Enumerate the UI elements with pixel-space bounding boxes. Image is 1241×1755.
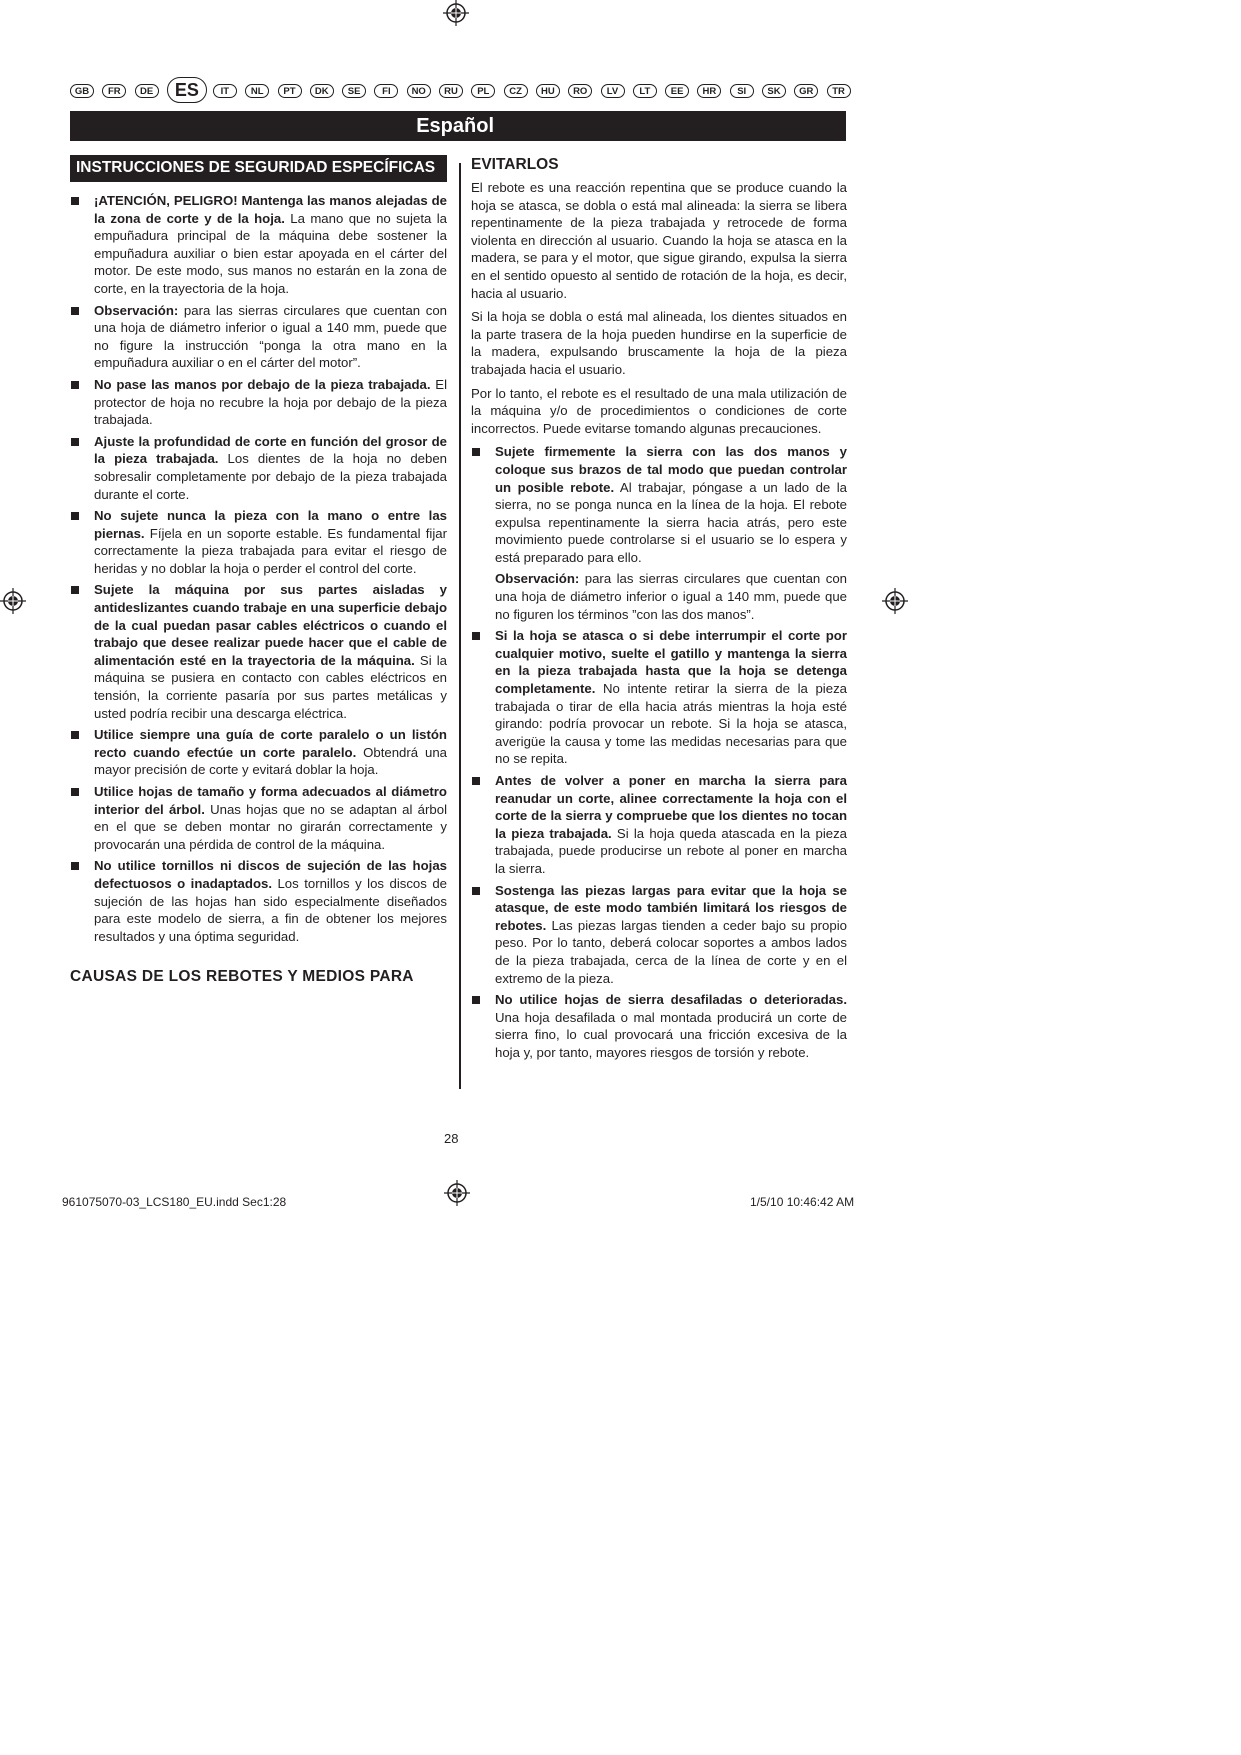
section-heading-kickback: CAUSAS DE LOS REBOTES Y MEDIOS PARA [70, 968, 414, 986]
paragraph: Si la hoja se dobla o está mal alineada, los dientes situados en la parte trasera de la hoja pueden hundirse en la superficie de la madera, expulsando bruscamente la hoja de la pieza trabajada hacia el usuario. [471, 309, 847, 377]
bullet-icon [71, 381, 79, 389]
language-tab-hr[interactable]: HR [697, 84, 721, 98]
bullet-icon [71, 197, 79, 205]
item-bold: Utilice siempre una guía de corte paralelo o un listón recto cuando efectúe un corte paralelo. [94, 727, 447, 760]
kickback-list [471, 443, 847, 1061]
language-tab-hu[interactable]: HU [536, 84, 560, 98]
language-tab-gr[interactable]: GR [794, 84, 818, 98]
list-item [70, 302, 447, 372]
language-tab-si[interactable]: SI [730, 84, 754, 98]
page-number: 28 [444, 1131, 459, 1146]
language-tab-cz[interactable]: CZ [504, 84, 528, 98]
page-title-bar [70, 111, 846, 141]
list-item [70, 726, 447, 779]
item-text: La mano que no sujeta la empuñadura principal de la máquina debe sostener la empuñadura auxiliar o bien estar apoyada en el cárter del motor. De este modo, sus manos no estarán en la zona de corte, en la trayectoria de la hoja. [94, 210, 447, 296]
paragraph: Por lo tanto, el rebote es el resultado de una mala utilización de la máquina y/o de procedimientos o condiciones de corte incorrectos. Puede evitarse tomando algunas precauciones. [471, 385, 847, 436]
language-tab-ee[interactable]: EE [665, 84, 689, 98]
bullet-icon [71, 307, 79, 315]
item-text: Los dientes de la hoja no deben sobresalir completamente por debajo de la pieza trabajada durante el corte. [94, 451, 448, 502]
item-text: Si la hoja queda atascada en la pieza trabajada, puede producirse un rebote al poner en marcha la sierra. [495, 825, 848, 876]
list-item [70, 192, 447, 298]
language-tab-pt[interactable]: PT [278, 84, 302, 98]
language-tabs [70, 80, 845, 104]
item-bold: Utilice hojas de tamaño y forma adecuados al diámetro interior del árbol. [94, 784, 447, 817]
bullet-icon [71, 788, 79, 796]
item-bold: Ajuste la profundidad de corte en función del grosor de la pieza trabajada. [94, 433, 447, 467]
list-item [471, 991, 847, 1061]
note-text: para las sierras circulares que cuentan con una hoja de diámetro inferior o igual a 140 mm, puede que no figuren los términos ”con las dos manos”. [495, 571, 847, 622]
list-item [70, 581, 447, 722]
item-text: para las sierras circulares que cuentan con una hoja de diámetro inferior o igual a 140 mm, puede que no figure la instrucción “ponga la otra mano en la empuñadura auxiliar o en el cárter del motor”. [94, 302, 447, 371]
paragraph: El rebote es una reacción repentina que se produce cuando la hoja se atasca, se dobla o está mal alineada: la sierra se libera repentinamente de la pieza trabajada y retrocede de forma violenta en dirección al usuario. Cuando la hoja se atasca en la madera, se para y el motor, que sigue girando, expulsa la sierra en el sentido opuesto al sentido de rotación de la hoja, es decir, hacia al usuario. [471, 180, 847, 301]
bullet-icon [472, 448, 480, 456]
list-item [471, 443, 847, 566]
item-bold: ¡ATENCIÓN, PELIGRO! Mantenga las manos alejadas de la zona de corte y de la hoja. [94, 193, 447, 226]
item-text: Al trabajar, póngase a un lado de la sierra, no se ponga nunca en la línea de la hoja. El rebote expulsa repentinamente la sierra hacia atrás, pero este movimiento puede controlarse si el usuario se lo espera y está preparado para ello. [495, 479, 847, 565]
bullet-icon [71, 731, 79, 739]
registration-mark-icon [443, 0, 469, 26]
bullet-icon [71, 438, 79, 446]
language-tab-it[interactable]: IT [213, 84, 237, 98]
language-tab-sk[interactable]: SK [762, 84, 786, 98]
page-title: Español [416, 115, 494, 137]
item-text: Las piezas largas tienden a ceder bajo su propio peso. Por lo tanto, deberá colocar soportes a ambos lados de la pieza trabajada, cerca de la línea de corte y en el extremo de la pieza. [495, 917, 847, 986]
language-tab-de[interactable]: DE [135, 84, 159, 98]
registration-mark-icon [0, 588, 26, 614]
item-text: Los tornillos y los discos de sujeción de las hojas han sido especialmente diseñados para este modelo de sierra, a fin de obtener los mejores resultados y una óptima seguridad. [94, 875, 447, 944]
list-item [70, 376, 447, 429]
bullet-icon [472, 887, 480, 895]
language-tab-lt[interactable]: LT [633, 84, 657, 98]
column-divider [459, 163, 461, 1089]
item-text: No intente retirar la sierra de la pieza trabajada o tirar de ella hacia atrás mientras la hoja esté girando: podría provocar un rebote. Si la hoja se atasca, averigüe la causa y tome las medidas necesarias para que no se repita. [495, 681, 847, 767]
list-item [471, 627, 847, 768]
language-tab-se[interactable]: SE [342, 84, 366, 98]
item-bold: No utilice tornillos ni discos de sujeción de las hojas defectuosos o inadaptados. [94, 858, 447, 891]
list-item [70, 433, 447, 503]
registration-mark-icon [444, 1180, 470, 1206]
bullet-icon [71, 512, 79, 520]
item-bold: No sujete nunca la pieza con la mano o entre las piernas. [94, 508, 447, 541]
language-tab-es[interactable]: ES [167, 77, 207, 103]
language-tab-lv[interactable]: LV [601, 84, 625, 98]
item-bold: Antes de volver a poner en marcha la sierra para reanudar un corte, alinee correctamente la hoja con el corte de la sierra y compruebe que los dientes no tocan la pieza trabajada. [495, 773, 847, 841]
language-tab-tr[interactable]: TR [827, 84, 851, 98]
bullet-icon [71, 862, 79, 870]
footer-filename: 961075070-03_LCS180_EU.indd Sec1:28 [62, 1195, 287, 1209]
language-tab-fr[interactable]: FR [102, 84, 126, 98]
bullet-icon [472, 996, 480, 1004]
list-item [471, 882, 847, 988]
language-tab-pl[interactable]: PL [471, 84, 495, 98]
item-text: Si la máquina se pusiera en contacto con cables eléctricos en tensión, la corriente pasaría por sus partes metálicas y usted podría recibir una descarga eléctrica. [94, 652, 447, 721]
bullet-icon [472, 777, 480, 785]
item-bold: No utilice hojas de sierra desafiladas o deterioradas. [495, 992, 847, 1008]
language-tab-gb[interactable]: GB [70, 84, 94, 98]
item-bold: Sujete la máquina por sus partes aisladas y antideslizantes cuando trabaje en una superficie debajo de la cual puedan pasar cables eléctricos o cuando el trabajo que desee realizar puede hacer que el cable de alimentación esté en la trayectoria de la máquina. [94, 582, 447, 668]
item-text: Fíjela en un soporte estable. Es fundamental fijar correctamente la pieza trabajada para evitar el riesgo de heridas y no doblar la hoja o perder el control del corte. [94, 525, 447, 576]
bullet-icon [71, 586, 79, 594]
item-bold: Observación: [94, 302, 179, 318]
section-heading-safety: INSTRUCCIONES DE SEGURIDAD ESPECÍFICAS [70, 155, 447, 182]
left-column [70, 155, 447, 991]
footer-timestamp: 1/5/10 10:46:42 AM [750, 1195, 855, 1209]
list-item [70, 783, 447, 853]
item-bold: No pase las manos por debajo de la pieza trabajada. [94, 376, 431, 392]
registration-mark-icon [882, 588, 908, 614]
item-text: El protector de hoja no recubre la hoja por debajo de la pieza trabajada. [94, 376, 447, 428]
right-column [471, 155, 847, 1066]
language-tab-ro[interactable]: RO [568, 84, 592, 98]
item-bold: Sostenga las piezas largas para evitar que la hoja se atasque, de este modo también limitará los riesgos de rebotes. [495, 882, 847, 933]
language-tab-nl[interactable]: NL [245, 84, 269, 98]
language-tab-dk[interactable]: DK [310, 84, 334, 98]
note [471, 570, 847, 623]
safety-list [70, 192, 447, 945]
list-item [471, 772, 847, 878]
item-text: Una hoja desafilada o mal montada producirá un corte de sierra fino, lo cual provocará una fricción excesiva de la hoja y, por tanto, mayores riesgos de torsión y rebote. [495, 1009, 847, 1060]
language-tab-no[interactable]: NO [407, 84, 431, 98]
bullet-icon [472, 632, 480, 640]
note-label: Observación: [495, 571, 580, 587]
item-bold: Sujete firmemente la sierra con las dos manos y coloque sus brazos de tal modo que puedan controlar un posible rebote. [495, 444, 847, 495]
section-heading-avoid: EVITARLOS [471, 156, 559, 173]
list-item [70, 857, 447, 945]
item-bold: Si la hoja se atasca o si debe interrumpir el corte por cualquier motivo, suelte el gatillo y mantenga la sierra en la pieza trabajada hasta que la hoja se detenga completamente. [495, 628, 847, 697]
list-item [70, 507, 447, 577]
item-text: Unas hojas que no se adaptan al árbol en el que se deben montar no girarán correctamente y provocarán una pérdida de control de la máquina. [94, 801, 447, 852]
item-text: Obtendrá una mayor precisión de corte y evitará doblar la hoja. [94, 744, 447, 778]
language-tab-fi[interactable]: FI [374, 84, 398, 98]
language-tab-ru[interactable]: RU [439, 84, 463, 98]
